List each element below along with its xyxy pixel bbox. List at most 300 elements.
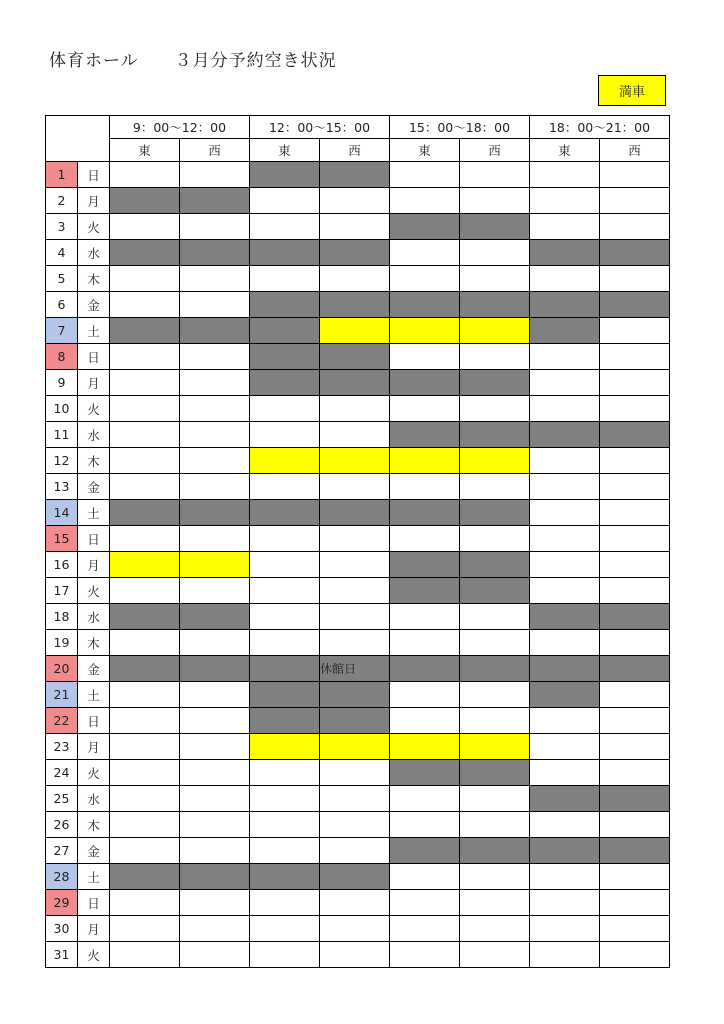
- slot-cell: [390, 448, 460, 474]
- date-cell: 10: [46, 396, 78, 422]
- slot-cell: [530, 318, 600, 344]
- slot-cell: [320, 422, 390, 448]
- weekday-cell: 木: [78, 630, 110, 656]
- slot-cell: [250, 188, 320, 214]
- slot-cell: [320, 396, 390, 422]
- slot-cell: [460, 318, 530, 344]
- slot-cell: [460, 734, 530, 760]
- hall-header-east: 東: [110, 139, 180, 162]
- date-cell: 31: [46, 942, 78, 968]
- slot-cell: [530, 812, 600, 838]
- slot-cell: [600, 786, 670, 812]
- slot-cell: [530, 344, 600, 370]
- date-cell: 25: [46, 786, 78, 812]
- slot-cell: [390, 318, 460, 344]
- slot-cell: [390, 526, 460, 552]
- slot-cell: [180, 448, 250, 474]
- weekday-cell: 水: [78, 240, 110, 266]
- slot-cell: [460, 526, 530, 552]
- slot-cell: [390, 942, 460, 968]
- date-cell: 26: [46, 812, 78, 838]
- slot-cell: [250, 552, 320, 578]
- table-row: [46, 396, 670, 422]
- slot-cell: [110, 240, 180, 266]
- slot-cell: [460, 812, 530, 838]
- slot-cell: [110, 292, 180, 318]
- slot-cell: [320, 448, 390, 474]
- table-row: [46, 552, 670, 578]
- slot-cell: [320, 370, 390, 396]
- slot-cell: [530, 734, 600, 760]
- slot-cell: [180, 682, 250, 708]
- slot-cell: [110, 630, 180, 656]
- weekday-cell: 火: [78, 942, 110, 968]
- slot-cell: [530, 890, 600, 916]
- slot-cell: [460, 240, 530, 266]
- slot-cell: [600, 240, 670, 266]
- slot-cell: [390, 344, 460, 370]
- slot-cell: [250, 318, 320, 344]
- weekday-cell: 火: [78, 578, 110, 604]
- date-cell: 14: [46, 500, 78, 526]
- slot-cell: [530, 448, 600, 474]
- slot-cell: [530, 292, 600, 318]
- slot-cell: [530, 630, 600, 656]
- weekday-cell: 金: [78, 474, 110, 500]
- slot-cell: [460, 890, 530, 916]
- slot-cell: [110, 370, 180, 396]
- slot-cell: [600, 526, 670, 552]
- date-cell: 24: [46, 760, 78, 786]
- slot-cell: [180, 786, 250, 812]
- weekday-cell: 水: [78, 422, 110, 448]
- slot-cell: [250, 916, 320, 942]
- slot-cell: [180, 266, 250, 292]
- slot-cell: [110, 526, 180, 552]
- slot-cell: [390, 630, 460, 656]
- slot-cell: [600, 188, 670, 214]
- slot-cell: [180, 552, 250, 578]
- slot-cell: [320, 604, 390, 630]
- slot-cell: [530, 552, 600, 578]
- slot-cell: [320, 916, 390, 942]
- slot-cell: [390, 422, 460, 448]
- table-row: [46, 500, 670, 526]
- table-row: [46, 760, 670, 786]
- date-cell: 17: [46, 578, 78, 604]
- weekday-cell: 日: [78, 708, 110, 734]
- time-slot-header: 9：00～12：00: [110, 116, 250, 139]
- slot-cell: [390, 500, 460, 526]
- slot-cell: [250, 890, 320, 916]
- slot-cell: [110, 344, 180, 370]
- slot-cell: [320, 760, 390, 786]
- slot-cell: [180, 838, 250, 864]
- slot-cell: [530, 162, 600, 188]
- slot-cell: [250, 370, 320, 396]
- slot-cell: [460, 396, 530, 422]
- slot-cell: [110, 214, 180, 240]
- weekday-cell: 月: [78, 552, 110, 578]
- slot-cell: [600, 630, 670, 656]
- table-row: [46, 864, 670, 890]
- slot-cell: [600, 708, 670, 734]
- slot-cell: [390, 552, 460, 578]
- slot-cell: [530, 604, 600, 630]
- slot-cell: [110, 734, 180, 760]
- slot-cell: [110, 656, 180, 682]
- slot-cell: [390, 474, 460, 500]
- table-row: [46, 786, 670, 812]
- date-cell: 30: [46, 916, 78, 942]
- date-cell: 27: [46, 838, 78, 864]
- slot-cell: [250, 604, 320, 630]
- weekday-cell: 木: [78, 448, 110, 474]
- table-row: [46, 916, 670, 942]
- time-slot-header: 12：00～15：00: [250, 116, 390, 139]
- slot-cell: [390, 812, 460, 838]
- slot-cell: [110, 760, 180, 786]
- weekday-cell: 木: [78, 266, 110, 292]
- table-row: [46, 474, 670, 500]
- slot-cell: [530, 786, 600, 812]
- weekday-cell: 日: [78, 344, 110, 370]
- slot-cell: [530, 500, 600, 526]
- slot-cell: [600, 162, 670, 188]
- slot-cell: [460, 292, 530, 318]
- slot-cell: [250, 292, 320, 318]
- date-cell: 28: [46, 864, 78, 890]
- slot-cell: [530, 188, 600, 214]
- slot-cell: [530, 942, 600, 968]
- slot-cell: [320, 292, 390, 318]
- slot-cell: [460, 214, 530, 240]
- slot-cell: [390, 890, 460, 916]
- slot-cell: [250, 760, 320, 786]
- slot-cell: [600, 656, 670, 682]
- date-cell: 21: [46, 682, 78, 708]
- weekday-cell: 日: [78, 890, 110, 916]
- slot-cell: [110, 474, 180, 500]
- slot-cell: [600, 916, 670, 942]
- slot-cell: [460, 422, 530, 448]
- slot-cell: [250, 786, 320, 812]
- table-row: [46, 708, 670, 734]
- slot-cell: [250, 682, 320, 708]
- slot-cell: [390, 396, 460, 422]
- date-cell: 18: [46, 604, 78, 630]
- slot-cell: [110, 942, 180, 968]
- slot-cell: [320, 318, 390, 344]
- slot-cell: [320, 682, 390, 708]
- slot-cell: [390, 708, 460, 734]
- slot-cell: [390, 370, 460, 396]
- slot-cell: [530, 578, 600, 604]
- slot-cell: [110, 448, 180, 474]
- slot-cell: [530, 864, 600, 890]
- date-cell: 3: [46, 214, 78, 240]
- table-row: [46, 812, 670, 838]
- weekday-cell: 土: [78, 500, 110, 526]
- slot-cell: [390, 162, 460, 188]
- slot-cell: [110, 422, 180, 448]
- hall-header-west: 西: [460, 139, 530, 162]
- slot-cell: [460, 474, 530, 500]
- date-cell: 4: [46, 240, 78, 266]
- table-row: [46, 526, 670, 552]
- slot-cell: [600, 318, 670, 344]
- slot-cell: [110, 318, 180, 344]
- slot-cell: [250, 214, 320, 240]
- slot-cell: [180, 214, 250, 240]
- date-cell: 11: [46, 422, 78, 448]
- slot-cell: [320, 500, 390, 526]
- slot-cell: [600, 344, 670, 370]
- slot-cell: [390, 760, 460, 786]
- slot-cell: [250, 578, 320, 604]
- slot-cell: [600, 812, 670, 838]
- slot-cell: [600, 838, 670, 864]
- date-cell: 22: [46, 708, 78, 734]
- slot-cell: [320, 630, 390, 656]
- slot-cell: [390, 266, 460, 292]
- slot-cell: [320, 890, 390, 916]
- slot-cell: [180, 292, 250, 318]
- slot-cell: [180, 474, 250, 500]
- slot-cell: [530, 526, 600, 552]
- slot-cell: [530, 214, 600, 240]
- slot-cell: [320, 214, 390, 240]
- slot-cell: [530, 474, 600, 500]
- slot-cell: [180, 890, 250, 916]
- slot-cell: [180, 656, 250, 682]
- slot-cell: [320, 578, 390, 604]
- slot-cell: [530, 916, 600, 942]
- slot-cell: [390, 214, 460, 240]
- slot-cell: [530, 422, 600, 448]
- table-row: [46, 630, 670, 656]
- table-row: [46, 370, 670, 396]
- slot-cell: [180, 942, 250, 968]
- time-slot-header: 15：00～18：00: [390, 116, 530, 139]
- table-row: [46, 942, 670, 968]
- slot-cell: [110, 682, 180, 708]
- slot-cell: [460, 682, 530, 708]
- slot-cell: [390, 578, 460, 604]
- slot-cell: [250, 708, 320, 734]
- slot-cell: [460, 162, 530, 188]
- slot-cell: [600, 500, 670, 526]
- slot-cell: [110, 162, 180, 188]
- slot-cell: [390, 188, 460, 214]
- table-row: [46, 266, 670, 292]
- slot-cell: [600, 734, 670, 760]
- hall-header-west: 西: [180, 139, 250, 162]
- weekday-cell: 日: [78, 526, 110, 552]
- weekday-cell: 火: [78, 396, 110, 422]
- slot-cell: [460, 188, 530, 214]
- weekday-cell: 水: [78, 786, 110, 812]
- slot-cell: [180, 370, 250, 396]
- hall-header-west: 西: [600, 139, 670, 162]
- table-row: [46, 188, 670, 214]
- slot-cell: [250, 734, 320, 760]
- slot-cell: [320, 708, 390, 734]
- slot-cell: [320, 188, 390, 214]
- weekday-cell: 木: [78, 812, 110, 838]
- slot-cell: [110, 604, 180, 630]
- slot-cell: [530, 708, 600, 734]
- slot-cell: [600, 448, 670, 474]
- time-slot-header-row: [46, 116, 670, 139]
- slot-cell: [250, 240, 320, 266]
- slot-cell: [600, 942, 670, 968]
- slot-cell: [460, 630, 530, 656]
- slot-cell: [180, 422, 250, 448]
- slot-cell: [530, 370, 600, 396]
- slot-cell: [530, 396, 600, 422]
- slot-cell: [180, 812, 250, 838]
- slot-cell: [530, 240, 600, 266]
- slot-cell: [320, 266, 390, 292]
- weekday-cell: 日: [78, 162, 110, 188]
- slot-cell: [390, 786, 460, 812]
- slot-cell: [250, 864, 320, 890]
- slot-cell: [460, 266, 530, 292]
- date-cell: 2: [46, 188, 78, 214]
- date-cell: 8: [46, 344, 78, 370]
- slot-cell: [600, 266, 670, 292]
- slot-cell: [250, 344, 320, 370]
- slot-cell: [320, 552, 390, 578]
- slot-cell: [250, 162, 320, 188]
- slot-cell: [530, 760, 600, 786]
- slot-cell: [460, 578, 530, 604]
- slot-cell: [250, 656, 320, 682]
- slot-cell: [110, 578, 180, 604]
- slot-cell: [600, 890, 670, 916]
- slot-cell: [530, 656, 600, 682]
- date-cell: 15: [46, 526, 78, 552]
- slot-cell: [250, 266, 320, 292]
- slot-cell: [460, 500, 530, 526]
- slot-cell: [600, 214, 670, 240]
- slot-cell: [600, 370, 670, 396]
- availability-table: [45, 115, 670, 968]
- table-row: [46, 838, 670, 864]
- slot-cell: [180, 396, 250, 422]
- slot-cell: [600, 474, 670, 500]
- slot-cell: [250, 448, 320, 474]
- hall-header-east: 東: [390, 139, 460, 162]
- slot-cell: [110, 552, 180, 578]
- weekday-cell: 土: [78, 682, 110, 708]
- table-row: [46, 162, 670, 188]
- slot-cell: [320, 864, 390, 890]
- slot-cell: [320, 526, 390, 552]
- slot-cell: [600, 864, 670, 890]
- date-cell: 6: [46, 292, 78, 318]
- slot-cell: [180, 708, 250, 734]
- slot-cell: [460, 448, 530, 474]
- slot-cell: [110, 890, 180, 916]
- date-cell: 7: [46, 318, 78, 344]
- table-row: [46, 344, 670, 370]
- slot-cell: [460, 708, 530, 734]
- schedule-body: [46, 162, 670, 968]
- slot-cell: [530, 682, 600, 708]
- slot-cell: [250, 838, 320, 864]
- weekday-cell: 土: [78, 864, 110, 890]
- slot-cell: [320, 344, 390, 370]
- slot-cell: [320, 838, 390, 864]
- table-row: [46, 656, 670, 682]
- slot-cell: [110, 916, 180, 942]
- table-row: [46, 578, 670, 604]
- slot-cell: [600, 578, 670, 604]
- slot-cell: [460, 370, 530, 396]
- slot-cell: [110, 188, 180, 214]
- slot-cell: [600, 422, 670, 448]
- slot-cell: [600, 760, 670, 786]
- slot-cell: [530, 838, 600, 864]
- slot-cell: [250, 812, 320, 838]
- slot-cell: [460, 864, 530, 890]
- slot-cell: [180, 864, 250, 890]
- slot-cell: [110, 500, 180, 526]
- slot-cell: [600, 292, 670, 318]
- slot-cell: [600, 604, 670, 630]
- date-cell: 20: [46, 656, 78, 682]
- slot-cell: [250, 526, 320, 552]
- corner-cell: [46, 116, 110, 162]
- slot-cell: [390, 604, 460, 630]
- slot-cell: [110, 396, 180, 422]
- slot-cell: [180, 162, 250, 188]
- weekday-cell: 火: [78, 760, 110, 786]
- slot-cell: [390, 292, 460, 318]
- slot-cell: [390, 682, 460, 708]
- slot-cell: [390, 240, 460, 266]
- slot-cell: [390, 838, 460, 864]
- weekday-cell: 金: [78, 292, 110, 318]
- slot-cell: [390, 656, 460, 682]
- slot-cell: [250, 500, 320, 526]
- date-cell: 23: [46, 734, 78, 760]
- slot-cell: [180, 526, 250, 552]
- weekday-cell: 金: [78, 656, 110, 682]
- date-cell: 29: [46, 890, 78, 916]
- slot-cell: [390, 916, 460, 942]
- slot-cell: [180, 630, 250, 656]
- slot-cell: [530, 266, 600, 292]
- hall-header-east: 東: [250, 139, 320, 162]
- slot-cell: [390, 734, 460, 760]
- hall-header-row: [46, 139, 670, 162]
- slot-cell: [460, 552, 530, 578]
- slot-cell: [600, 552, 670, 578]
- slot-cell: [320, 786, 390, 812]
- slot-cell: [180, 318, 250, 344]
- table-row: [46, 214, 670, 240]
- slot-cell: [320, 162, 390, 188]
- slot-cell: [460, 760, 530, 786]
- hall-header-east: 東: [530, 139, 600, 162]
- slot-cell: [180, 344, 250, 370]
- page-title: 体育ホール ３月分予約空き状況: [49, 51, 337, 71]
- slot-cell: [250, 422, 320, 448]
- slot-cell: [180, 734, 250, 760]
